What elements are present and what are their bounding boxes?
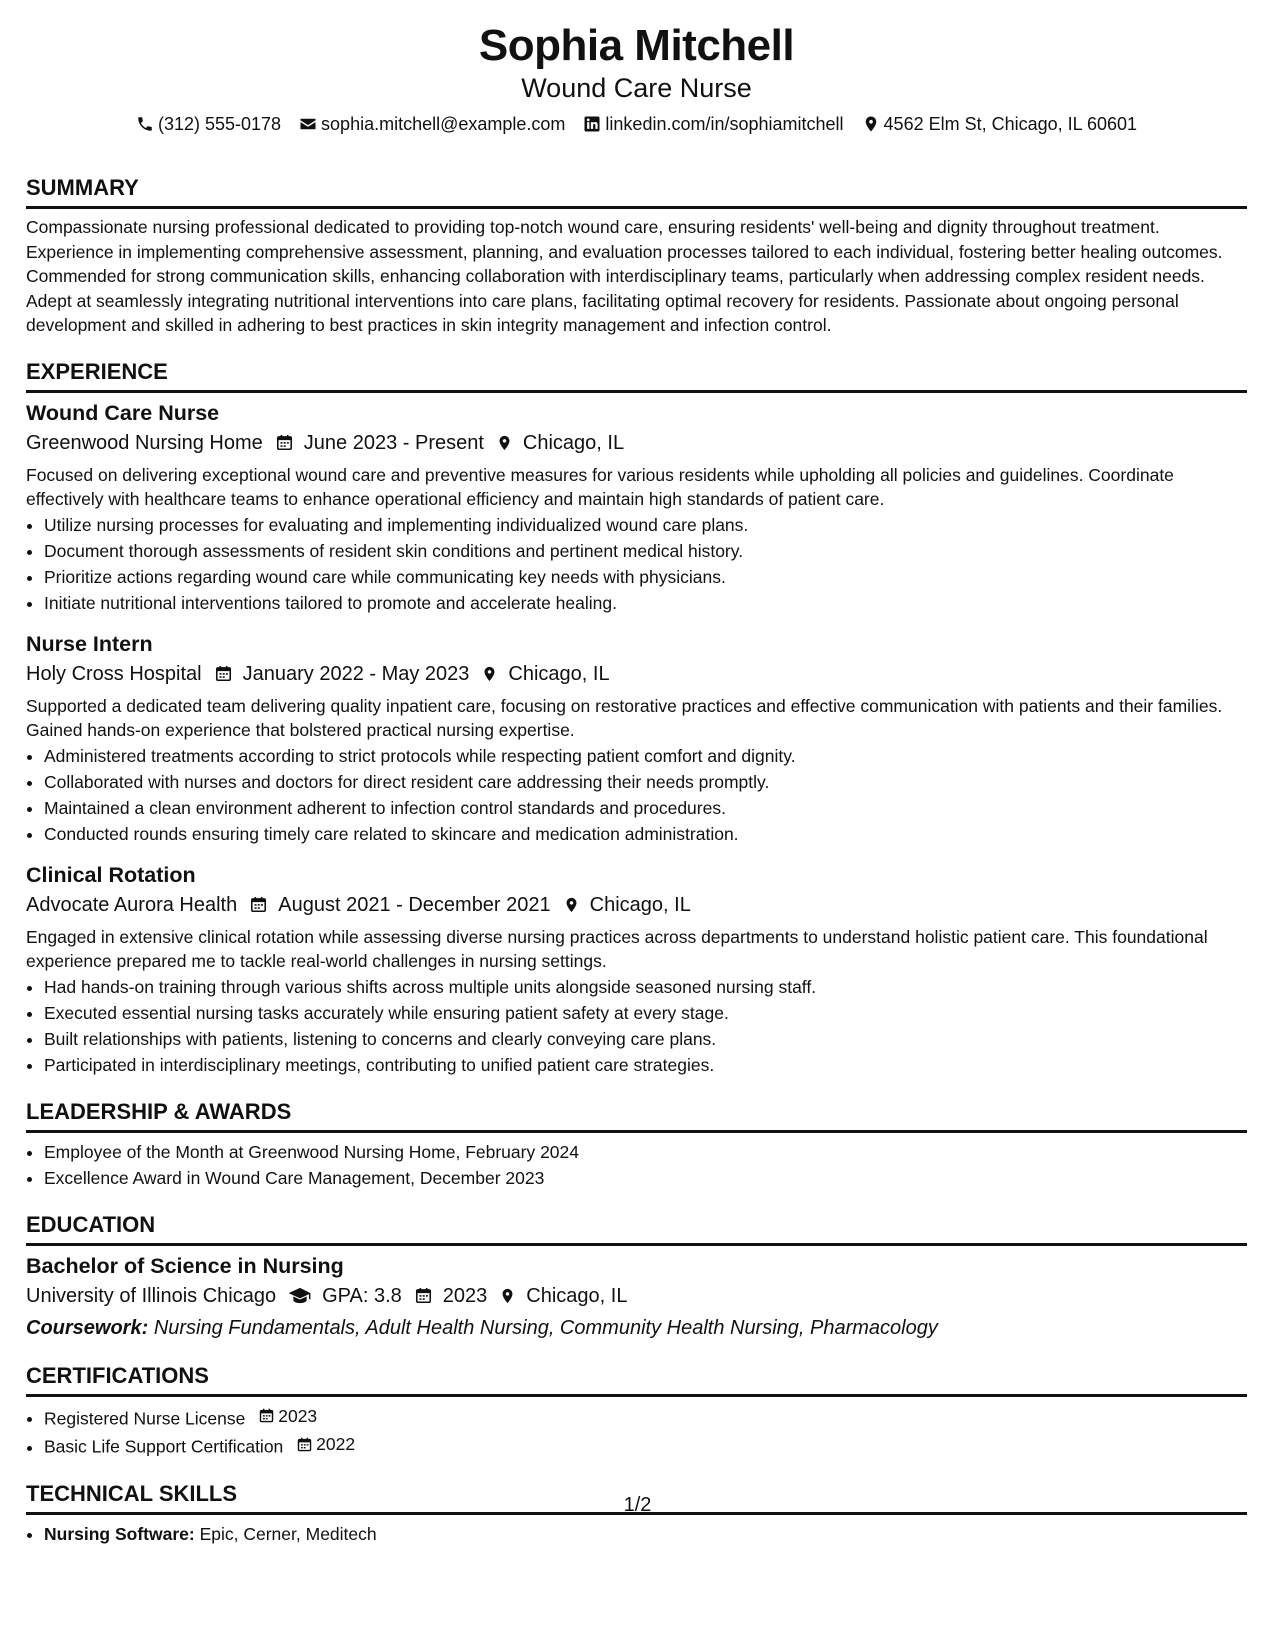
section-title: LEADERSHIP & AWARDS	[26, 1098, 1247, 1133]
job-entry	[26, 861, 1247, 1078]
section-title: EDUCATION	[26, 1211, 1247, 1246]
list-item: • Had hands-on training through various shifts across multiple units alongside seasoned nursing staff.	[44, 974, 1247, 1000]
contact-bar	[26, 112, 1247, 136]
job-title: Nurse Intern	[26, 631, 153, 656]
skill-value: Epic, Cerner, Meditech	[199, 1523, 377, 1544]
list-item: • Utilize nursing processes for evaluating and implementing individualized wound care plans.	[44, 512, 1247, 538]
certification-date	[258, 1403, 317, 1429]
certifications-list	[26, 1403, 1247, 1460]
coursework-list: Nursing Fundamentals, Adult Health Nursing, Community Health Nursing, Pharmacology	[153, 1316, 938, 1339]
school-name: University of Illinois Chicago	[26, 1284, 277, 1307]
map-pin-icon	[862, 115, 880, 133]
job-description: Supported a dedicated team delivering quality inpatient care, focusing on restorative practices and effective communication with patients and their families. Gained hands-on experience that bolstered practical nursing expertise.	[26, 695, 1223, 740]
job-description: Focused on delivering exceptional wound care and preventive measures for various residents while upholding all policies and guidelines. Coordinate effectively with healthcare teams to enhance operational efficiency and maintain high standards of patient care.	[26, 464, 1174, 509]
certification-date	[296, 1431, 355, 1457]
job-org: Holy Cross Hospital	[26, 662, 202, 685]
job-description: Engaged in extensive clinical rotation while assessing diverse nursing practices across departments to understand holistic patient care. This foundational experience prepared me to tackle real-world challenges in nursing settings.	[26, 926, 1208, 971]
job-bullets	[26, 743, 1247, 847]
skills-list	[26, 1521, 1247, 1547]
list-item: • Conducted rounds ensuring timely care related to skincare and medication administration.	[44, 821, 1247, 847]
certification-year: 2023	[278, 1405, 318, 1426]
job-entry	[26, 399, 1247, 616]
page-number: 1/2	[623, 1494, 652, 1516]
degree-title: Bachelor of Science in Nursing	[26, 1253, 344, 1278]
map-pin-icon	[496, 433, 513, 453]
list-item: • Excellence Award in Wound Care Management, December 2023	[44, 1165, 1247, 1191]
education-entry	[26, 1252, 1247, 1342]
candidate-headline: Wound Care Nurse	[521, 73, 752, 103]
contact-linkedin-text: linkedin.com/in/sophiamitchell	[605, 114, 844, 134]
calendar-icon	[414, 1286, 433, 1305]
contact-email-text: sophia.mitchell@example.com	[321, 114, 566, 134]
coursework	[26, 1314, 1247, 1342]
job-location: Chicago, IL	[589, 893, 691, 916]
list-item: • Maintained a clean environment adherent to infection control standards and procedures.	[44, 795, 1247, 821]
certification-name: Basic Life Support Certification	[44, 1436, 284, 1457]
list-item: • Built relationships with patients, listening to concerns and clearly conveying care plans.	[44, 1026, 1247, 1052]
graduation-year: 2023	[442, 1284, 488, 1307]
list-item: • Executed essential nursing tasks accurately while ensuring patient safety at every stage.	[44, 1000, 1247, 1026]
map-pin-icon	[481, 664, 498, 684]
job-title: Wound Care Nurse	[26, 400, 220, 425]
leadership-section	[26, 1098, 1247, 1191]
contact-phone-text: (312) 555-0178	[157, 114, 282, 134]
job-org: Greenwood Nursing Home	[26, 431, 263, 454]
list-item: • Administered treatments according to strict protocols while respecting patient comfort and dignity.	[44, 743, 1247, 769]
school-location: Chicago, IL	[526, 1284, 628, 1307]
contact-address-text: 4562 Elm St, Chicago, IL 60601	[883, 114, 1138, 134]
list-item: • Document thorough assessments of resident skin conditions and pertinent medical history.	[44, 538, 1247, 564]
list-item: • Initiate nutritional interventions tailored to promote and accelerate healing.	[44, 590, 1247, 616]
summary-section	[26, 174, 1247, 338]
calendar-icon	[296, 1436, 313, 1453]
section-title: CERTIFICATIONS	[26, 1362, 1247, 1397]
certifications-section	[26, 1362, 1247, 1460]
map-pin-icon	[563, 895, 580, 915]
job-bullets	[26, 512, 1247, 616]
gpa: GPA: 3.8	[322, 1284, 402, 1307]
job-meta	[26, 891, 1247, 919]
contact-phone[interactable]	[136, 112, 281, 136]
awards-list	[26, 1139, 1247, 1191]
graduation-cap-icon	[288, 1286, 312, 1305]
experience-section	[26, 358, 1247, 1078]
list-item: • Prioritize actions regarding wound care while communicating key needs with physicians.	[44, 564, 1247, 590]
job-org: Advocate Aurora Health	[26, 893, 238, 916]
calendar-icon	[214, 664, 233, 683]
job-dates: January 2022 - May 2023	[242, 662, 470, 685]
section-title: TECHNICAL SKILLS	[26, 1480, 1247, 1515]
job-dates: June 2023 - Present	[303, 431, 484, 454]
section-title: EXPERIENCE	[26, 358, 1247, 393]
certification-name: Registered Nurse License	[44, 1408, 246, 1428]
calendar-icon	[249, 895, 268, 914]
job-location: Chicago, IL	[522, 431, 625, 454]
certification-year: 2022	[316, 1434, 356, 1454]
list-item	[44, 1521, 1247, 1547]
phone-icon	[136, 115, 154, 133]
calendar-icon	[258, 1407, 275, 1424]
job-title: Clinical Rotation	[26, 862, 196, 887]
education-meta	[26, 1282, 1247, 1310]
linkedin-icon	[583, 115, 601, 133]
list-item: • Employee of the Month at Greenwood Nursing Home, February 2024	[44, 1139, 1247, 1165]
list-item	[44, 1403, 1247, 1432]
education-section	[26, 1211, 1247, 1342]
skill-label: Nursing Software:	[44, 1523, 195, 1544]
contact-linkedin[interactable]	[583, 112, 843, 136]
section-title: SUMMARY	[26, 174, 1247, 209]
summary-text: Compassionate nursing professional dedicated to providing top-notch wound care, ensuring residents' well-being and dignity throughout treatment. Experience in implementing comprehensive assessment, planning, and evaluation processes tailored to each individual, fostering better healing outcomes. Commended for strong communication skills, enhancing collaboration with interdisciplinary teams, particularly when addressing complex resident needs. Adept at seamlessly integrating nutritional interventions into care plans, facilitating optimal recovery for residents. Passionate about ongoing personal development and skilled in adhering to best practices in skin integrity management and infection control.	[26, 217, 1223, 335]
envelope-icon	[299, 115, 317, 133]
list-item	[44, 1431, 1247, 1460]
contact-address	[862, 112, 1138, 136]
job-location: Chicago, IL	[508, 662, 610, 685]
list-item: • Collaborated with nurses and doctors for direct resident care addressing their needs promptly.	[44, 769, 1247, 795]
calendar-icon	[275, 433, 294, 452]
map-pin-icon	[499, 1286, 516, 1306]
job-bullets	[26, 974, 1247, 1078]
job-entry	[26, 630, 1247, 847]
coursework-label: Coursework:	[26, 1316, 149, 1339]
job-meta	[26, 429, 1247, 457]
job-meta	[26, 660, 1247, 688]
contact-email[interactable]	[299, 112, 565, 136]
candidate-name: Sophia Mitchell	[478, 21, 795, 70]
list-item: • Participated in interdisciplinary meetings, contributing to unified patient care strategies.	[44, 1052, 1247, 1078]
job-dates: August 2021 - December 2021	[278, 893, 551, 916]
